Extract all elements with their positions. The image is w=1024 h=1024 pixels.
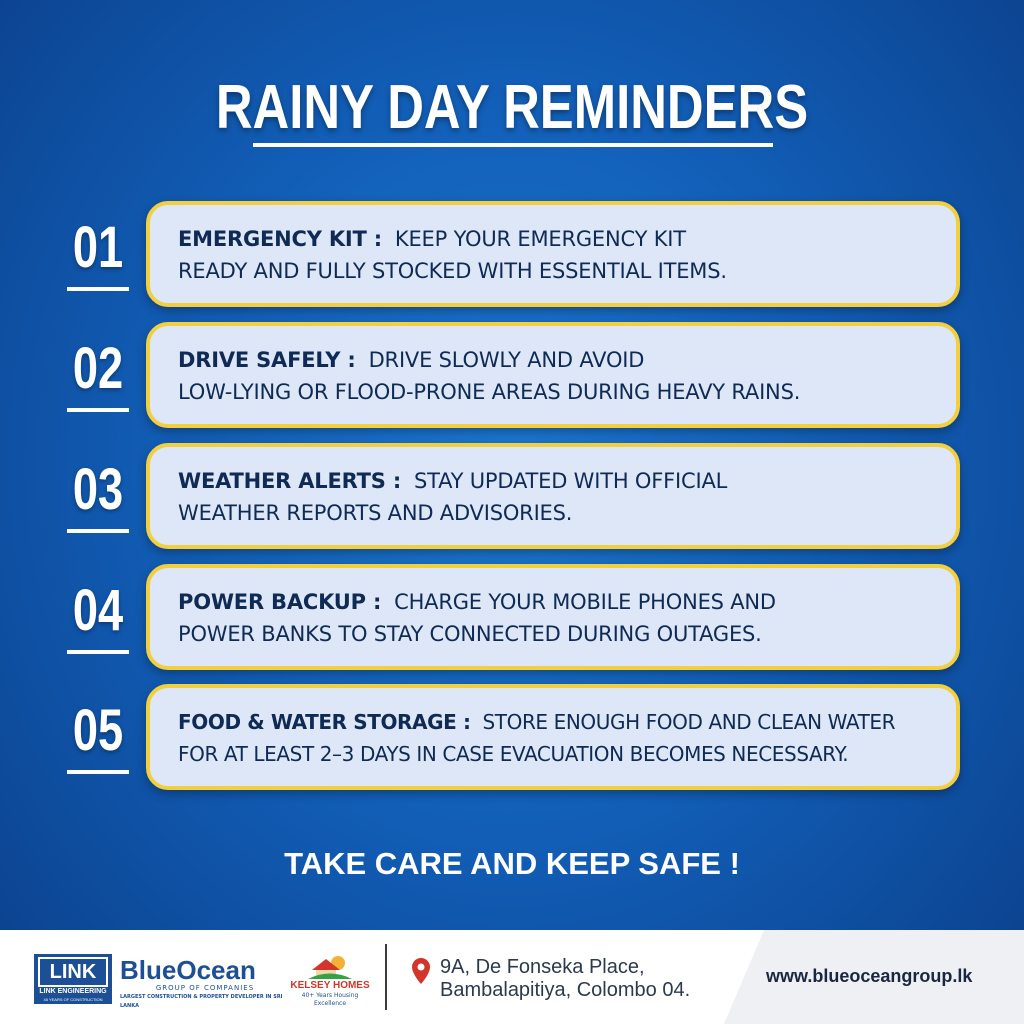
kelsey-logo-name: KELSEY HOMES — [290, 980, 370, 991]
blueocean-logo-tag: LARGEST CONSTRUCTION & PROPERTY DEVELOPER IN SRI LANKA — [120, 994, 283, 1009]
footer-bar — [0, 930, 1024, 1024]
reminder-item — [0, 201, 1024, 307]
reminder-item — [0, 322, 1024, 428]
number-underline — [67, 529, 129, 533]
link-logo-tag: 45 YEARS OF CONSTRUCTION EXCELLENCE — [43, 997, 103, 1008]
reminder-line-1 — [178, 586, 932, 618]
address — [440, 956, 690, 1002]
reminder-number: 02 — [72, 336, 124, 401]
number-underline — [67, 408, 129, 412]
reminder-number: 01 — [72, 215, 124, 280]
reminder-line-2: WEATHER REPORTS AND ADVISORIES. — [178, 501, 573, 525]
blueocean-logo-name: BlueOcean — [120, 955, 256, 985]
reminder-card — [146, 443, 960, 549]
reminder-item — [0, 443, 1024, 549]
blueocean-logo — [120, 955, 290, 1009]
reminder-text: STORE ENOUGH FOOD AND CLEAN WATER — [482, 710, 896, 734]
closing-message: TAKE CARE AND KEEP SAFE ! — [284, 846, 740, 881]
reminder-item — [0, 684, 1024, 790]
reminder-text: CHARGE YOUR MOBILE PHONES AND — [394, 590, 776, 614]
blueocean-logo-sub: GROUP OF COMPANIES — [155, 984, 255, 992]
reminder-text: KEEP YOUR EMERGENCY KIT — [394, 227, 686, 251]
number-underline — [67, 650, 129, 654]
reminder-line-2: LOW-LYING OR FLOOD-PRONE AREAS DURING HEAVY RAINS. — [178, 380, 801, 404]
reminder-number: 04 — [72, 578, 124, 643]
reminder-label: FOOD & WATER STORAGE : — [178, 710, 471, 734]
link-logo-name: LINK — [38, 957, 108, 987]
reminder-number: 03 — [72, 457, 124, 522]
reminder-line-1 — [178, 344, 932, 376]
address-line-2: Bambalapitiya, Colombo 04. — [440, 979, 691, 1001]
reminder-item — [0, 564, 1024, 670]
kelsey-homes-logo — [288, 954, 372, 1008]
title-underline — [253, 143, 773, 147]
footer-divider — [385, 944, 387, 1010]
reminder-label: WEATHER ALERTS : — [178, 469, 402, 493]
reminder-line-1 — [178, 223, 932, 255]
reminder-line-2: FOR AT LEAST 2–3 DAYS IN CASE EVACUATION BECOMES NECESSARY. — [178, 742, 849, 766]
reminder-card — [146, 684, 960, 790]
reminder-text: STAY UPDATED WITH OFFICIAL — [413, 469, 728, 493]
reminder-card — [146, 201, 960, 307]
location-pin-icon — [412, 958, 430, 984]
website-link[interactable]: www.blueoceangroup.lk — [766, 966, 973, 986]
link-logo-sub: LINK ENGINEERING — [39, 988, 107, 995]
reminder-line-1 — [178, 706, 932, 738]
reminder-line-2: READY AND FULLY STOCKED WITH ESSENTIAL ITEMS. — [178, 259, 727, 283]
number-underline — [67, 770, 129, 774]
reminder-label: EMERGENCY KIT : — [178, 227, 382, 251]
reminder-card — [146, 564, 960, 670]
reminder-line-1 — [178, 465, 932, 497]
reminder-label: POWER BACKUP : — [178, 590, 382, 614]
number-underline — [67, 287, 129, 291]
reminder-label: DRIVE SAFELY : — [178, 348, 356, 372]
reminder-text: DRIVE SLOWLY AND AVOID — [368, 348, 645, 372]
page-title: RAINY DAY REMINDERS — [215, 73, 809, 142]
kelsey-logo-tag: 40+ Years Housing Excellence — [301, 992, 359, 1007]
reminder-line-2: POWER BANKS TO STAY CONNECTED DURING OUTAGES. — [178, 622, 762, 646]
reminder-card — [146, 322, 960, 428]
link-engineering-logo — [34, 954, 112, 1008]
reminder-number: 05 — [72, 698, 124, 763]
address-line-1: 9A, De Fonseka Place, — [440, 956, 645, 978]
house-icon — [308, 954, 352, 980]
